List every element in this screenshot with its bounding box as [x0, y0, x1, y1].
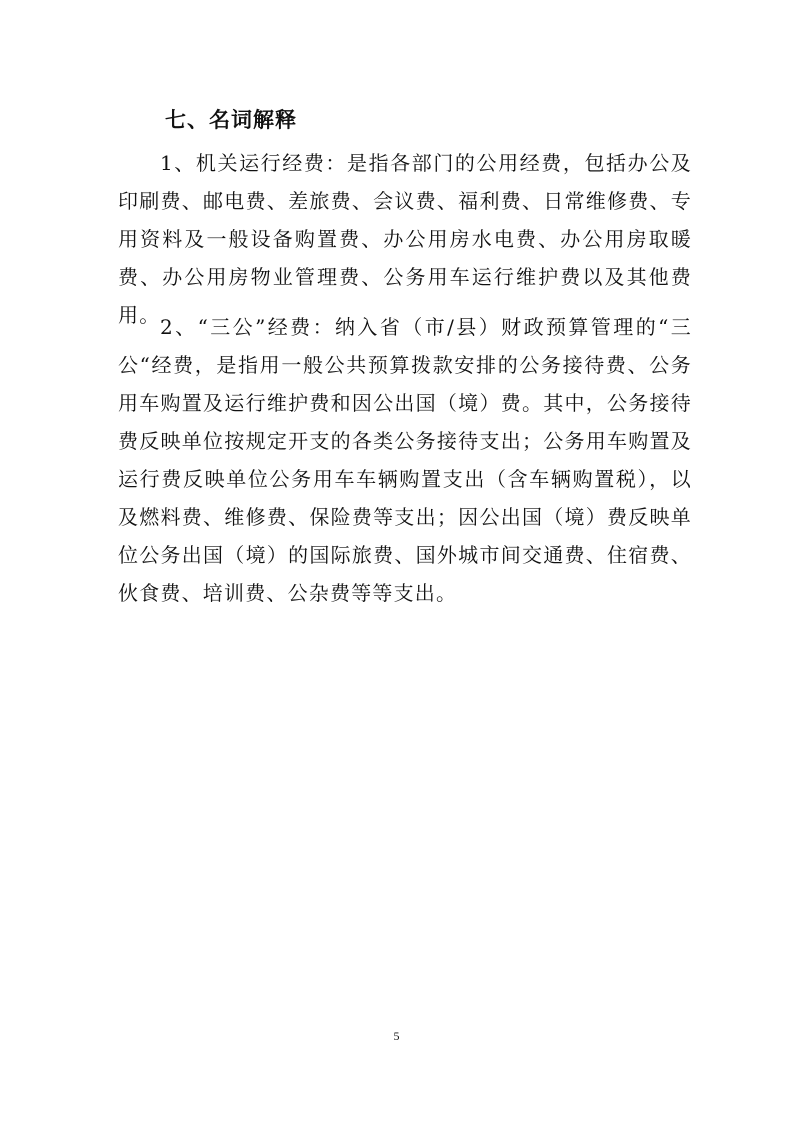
- section-heading: 七、名词解释: [165, 108, 297, 132]
- paragraph-operating-expenses: 1、机关运行经费：是指各部门的公用经费，包括办公及印刷费、邮电费、差旅费、会议费、福利费、日常维修费、专用资料及一般设备购置费、办公用房水电费、办公用房取暖费、办公用房物业管理费、公务用车运行维护费以及其他费用。: [118, 151, 692, 327]
- page-number: 5: [393, 1029, 400, 1043]
- paragraph-three-public-expenses: 2、“三公”经费：纳入省（市/县）财政预算管理的“三公“经费，是指用一般公共预算拨款安排的公务接待费、公务用车购置及运行维护费和因公出国（境）费。其中，公务接待费反映单位按规定开支的各类公务接待支出；公务用车购置及运行费反映单位公务用车车辆购置支出（含车辆购置税），以及燃料费、维修费、保险费等支出；因公出国（境）费反映单位公务出国（境）的国际旅费、国外城市间交通费、住宿费、伙食费、培训费、公杂费等等支出。: [118, 315, 692, 605]
